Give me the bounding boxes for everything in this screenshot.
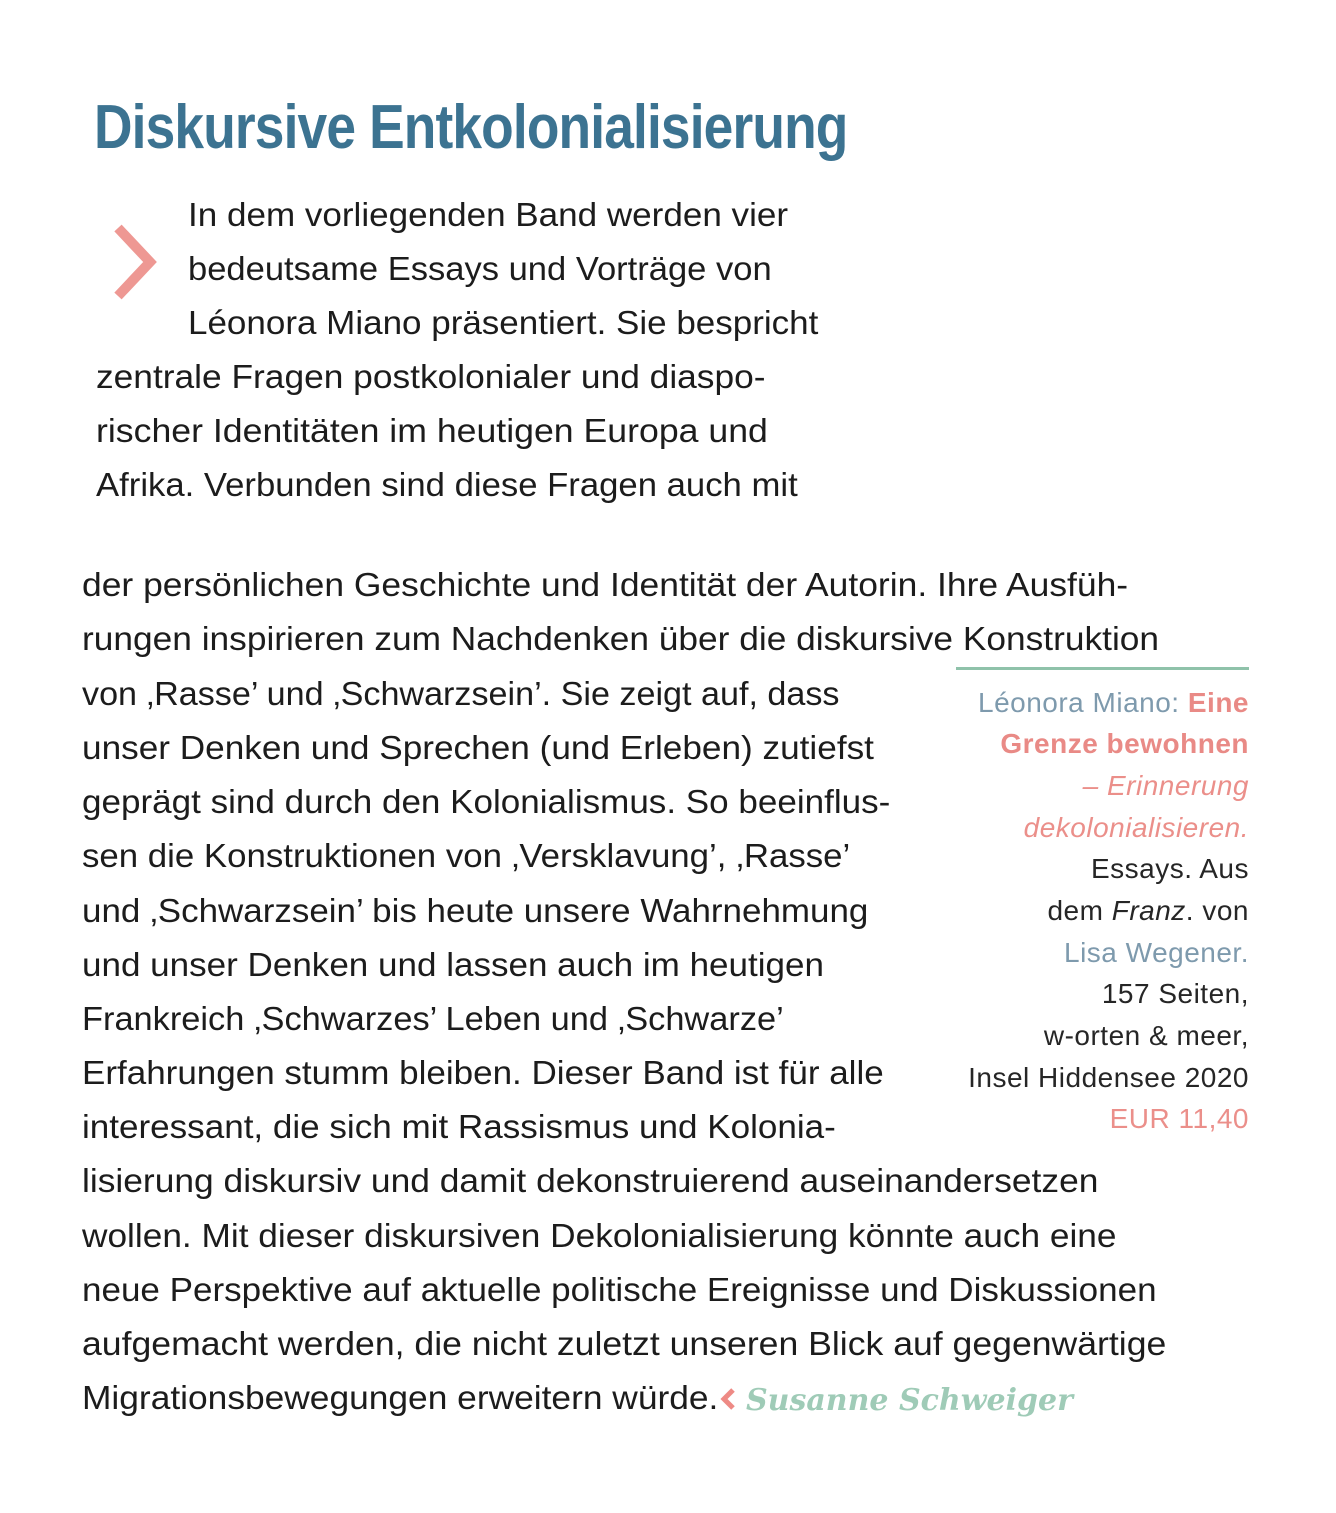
book-subtitle: – Erinnerung	[1082, 770, 1249, 801]
lead-line: rischer Identitäten im heutigen Europa und	[96, 412, 768, 449]
body-line: sen die Konstruktionen von ‚Versklavung’, ‚Rasse’	[82, 837, 851, 874]
book-title: Eine	[1187, 687, 1249, 718]
book-author-title-line	[978, 689, 1249, 717]
book-subtitle-cont: dekolonialisieren.	[1023, 812, 1249, 843]
lead-line: Léonora Miano präsentiert. Sie bespricht	[188, 304, 819, 341]
body-line: wollen. Mit dieser diskursiven Dekolonialisierung könnte auch eine	[82, 1217, 1117, 1254]
body-line: der persönlichen Geschichte und Identität der Autorin. Ihre Ausfüh-	[82, 566, 1129, 603]
body-line: unser Denken und Sprechen (und Erleben) zutiefst	[82, 729, 874, 766]
book-genre: Essays. Aus	[1090, 853, 1249, 884]
body-line: interessant, die sich mit Rassismus und Kolonia-	[82, 1108, 836, 1145]
body-line: rungen inspirieren zum Nachdenken über die diskursive Konstruktion	[82, 620, 1160, 657]
book-author: Léonora Miano:	[978, 687, 1180, 718]
lead-line: In dem vorliegenden Band werden vier	[188, 196, 789, 233]
body-line: aufgemacht werden, die nicht zuletzt unseren Blick auf gegenwärtige	[82, 1325, 1167, 1362]
lead-line: bedeutsame Essays und Vorträge von	[188, 250, 772, 287]
body-line: und ‚Schwarzsein’ bis heute unsere Wahrnehmung	[82, 892, 869, 929]
chevron-left-icon	[718, 1385, 738, 1413]
book-translator: Lisa Wegener.	[1064, 937, 1249, 968]
book-translation-line	[1047, 897, 1249, 925]
body-line: Erfahrungen stumm bleiben. Dieser Band ist für alle	[82, 1054, 884, 1091]
body-line: Frankreich ‚Schwarzes’ Leben und ‚Schwarze’	[82, 1000, 784, 1037]
book-title-cont: Grenze bewohnen	[1000, 728, 1249, 759]
book-pages: 157 Seiten,	[1101, 978, 1249, 1009]
sidebar-divider	[956, 667, 1249, 670]
article-title: Diskursive Entkolonialisierung	[94, 93, 848, 162]
lead-line: Afrika. Verbunden sind diese Fragen auch mit	[96, 466, 798, 503]
book-publisher: w-orten & meer,	[1043, 1020, 1249, 1051]
body-line: und unser Denken und lassen auch im heutigen	[82, 946, 824, 983]
translation-suffix: . von	[1185, 895, 1249, 926]
translation-prefix: dem	[1047, 895, 1104, 926]
book-place-year: Insel Hiddensee 2020	[968, 1062, 1249, 1093]
reviewer-name: Susanne Schweiger	[746, 1383, 1073, 1418]
body-line: geprägt sind durch den Kolonialismus. So beeinflus-	[82, 783, 891, 820]
body-line: von ‚Rasse’ und ‚Schwarzsein’. Sie zeigt auf, dass	[82, 675, 840, 712]
body-line: neue Perspektive auf aktuelle politische Ereignisse und Diskussionen	[82, 1271, 1157, 1308]
body-line: lisierung diskursiv und damit dekonstruierend auseinandersetzen	[82, 1162, 1099, 1199]
chevron-right-icon	[108, 222, 160, 302]
book-price: EUR 11,40	[1109, 1103, 1249, 1134]
lead-line: zentrale Fragen postkolonialer und diaspo-	[96, 358, 766, 395]
body-line: Migrationsbewegungen erweitern würde.	[82, 1379, 719, 1416]
translation-language: Franz	[1111, 895, 1186, 926]
